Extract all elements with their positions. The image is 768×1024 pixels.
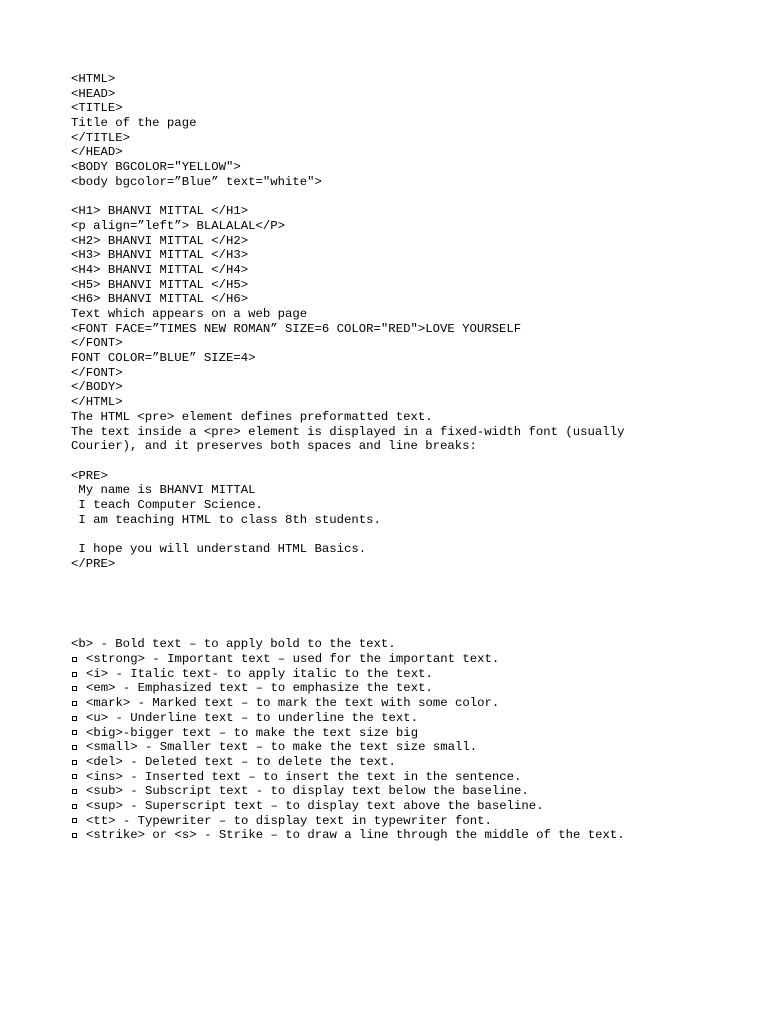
code-line: <FONT FACE=”TIMES NEW ROMAN” SIZE=6 COLOR="RED">LOVE YOURSELF xyxy=(71,321,522,336)
list-item-text: <small> - Smaller text – to make the text size small. xyxy=(86,740,478,755)
square-bullet-icon xyxy=(72,774,77,779)
code-line: <H3> BHANVI MITTAL </H3> xyxy=(71,248,249,263)
code-line: </BODY> xyxy=(71,380,123,395)
section-gap xyxy=(71,571,751,637)
code-line: Title of the page xyxy=(71,116,197,131)
code-block-head xyxy=(71,72,751,190)
pre-line: I hope you will understand HTML Basics. xyxy=(71,542,367,556)
code-line: <H4> BHANVI MITTAL </H4> xyxy=(71,262,249,277)
list-item xyxy=(71,740,751,755)
paragraph-line: Courier), and it preserves both spaces and line breaks: xyxy=(71,439,477,454)
paragraph-line: The HTML <pre> element defines preformatted text. xyxy=(71,409,433,424)
pre-line: My name is BHANVI MITTAL xyxy=(71,483,256,498)
code-line: </HTML> xyxy=(71,395,123,410)
list-item-text: <strike> or <s> - Strike – to draw a line through the middle of the text. xyxy=(86,828,625,843)
list-item xyxy=(71,784,751,799)
pre-example xyxy=(71,469,751,572)
formatting-tags-list xyxy=(71,637,751,843)
square-bullet-icon xyxy=(72,672,77,677)
list-item xyxy=(71,681,751,696)
code-line: FONT COLOR=”BLUE” SIZE=4> xyxy=(71,351,256,366)
square-bullet-icon xyxy=(72,833,77,838)
square-bullet-icon xyxy=(72,701,77,706)
list-item-text: <del> - Deleted text – to delete the text. xyxy=(86,754,396,769)
code-line: <p align=”left”> BLALALAL</P> xyxy=(71,218,286,233)
list-item xyxy=(71,814,751,829)
pre-line: I am teaching HTML to class 8th students. xyxy=(71,512,381,527)
list-item xyxy=(71,667,751,682)
list-item-text: <ins> - Inserted text – to insert the text in the sentence. xyxy=(86,769,522,784)
code-line: Text which appears on a web page xyxy=(71,307,308,321)
list-item xyxy=(71,828,751,843)
list-item-text: <sup> - Superscript text – to display text above the baseline. xyxy=(86,798,544,813)
code-line: <H2> BHANVI MITTAL </H2> xyxy=(71,233,249,248)
code-line: </TITLE> xyxy=(71,130,131,145)
code-line: <HEAD> xyxy=(71,86,116,101)
list-item-text: <mark> - Marked text – to mark the text with some color. xyxy=(86,696,500,711)
code-line: </FONT> xyxy=(71,365,123,380)
list-item-text: <em> - Emphasized text – to emphasize the text. xyxy=(86,681,433,696)
code-line: <TITLE> xyxy=(71,101,123,116)
document-page xyxy=(71,72,751,843)
code-line: <body bgcolor=”Blue” text="white"> xyxy=(71,174,322,189)
code-line: <H1> BHANVI MITTAL </H1> xyxy=(71,204,249,219)
square-bullet-icon xyxy=(72,789,77,794)
list-item-text: <tt> - Typewriter – to display text in typewriter font. xyxy=(86,813,492,828)
pre-line: <PRE> xyxy=(71,468,108,483)
list-intro: <b> - Bold text – to apply bold to the text. xyxy=(71,637,396,652)
blank-line xyxy=(71,454,751,469)
square-bullet-icon xyxy=(72,818,77,823)
pre-line: </PRE> xyxy=(71,556,116,571)
code-line: </HEAD> xyxy=(71,145,123,160)
code-line: <H5> BHANVI MITTAL </H5> xyxy=(71,277,249,292)
list-item-text: <big>-bigger text – to make the text size big xyxy=(86,725,419,740)
pre-line: I teach Computer Science. xyxy=(71,497,263,512)
list-item xyxy=(71,652,751,667)
square-bullet-icon xyxy=(72,686,77,691)
list-item xyxy=(71,726,751,741)
code-line: <H6> BHANVI MITTAL </H6> xyxy=(71,292,249,307)
list-item xyxy=(71,770,751,785)
square-bullet-icon xyxy=(72,716,77,721)
list-item-text: <u> - Underline text – to underline the text. xyxy=(86,710,419,725)
blank-line xyxy=(71,190,751,205)
list-item xyxy=(71,799,751,814)
code-line: <HTML> xyxy=(71,72,116,86)
blank-line xyxy=(71,527,751,542)
list-item-text: <sub> - Subscript text - to display text below the baseline. xyxy=(86,784,529,799)
list-item-text: <strong> - Important text – used for the important text. xyxy=(86,652,500,667)
list-item xyxy=(71,755,751,770)
square-bullet-icon xyxy=(72,745,77,750)
square-bullet-icon xyxy=(72,804,77,809)
list-item xyxy=(71,696,751,711)
square-bullet-icon xyxy=(72,730,77,735)
list-item-text: <i> - Italic text- to apply italic to the text. xyxy=(86,666,433,681)
square-bullet-icon xyxy=(72,657,77,662)
paragraph-line: The text inside a <pre> element is displayed in a fixed-width font (usually xyxy=(71,424,625,439)
code-line: </FONT> xyxy=(71,336,123,351)
code-line: <BODY BGCOLOR="YELLOW"> xyxy=(71,160,241,175)
list-item xyxy=(71,711,751,726)
square-bullet-icon xyxy=(72,760,77,765)
code-block-body xyxy=(71,204,751,454)
